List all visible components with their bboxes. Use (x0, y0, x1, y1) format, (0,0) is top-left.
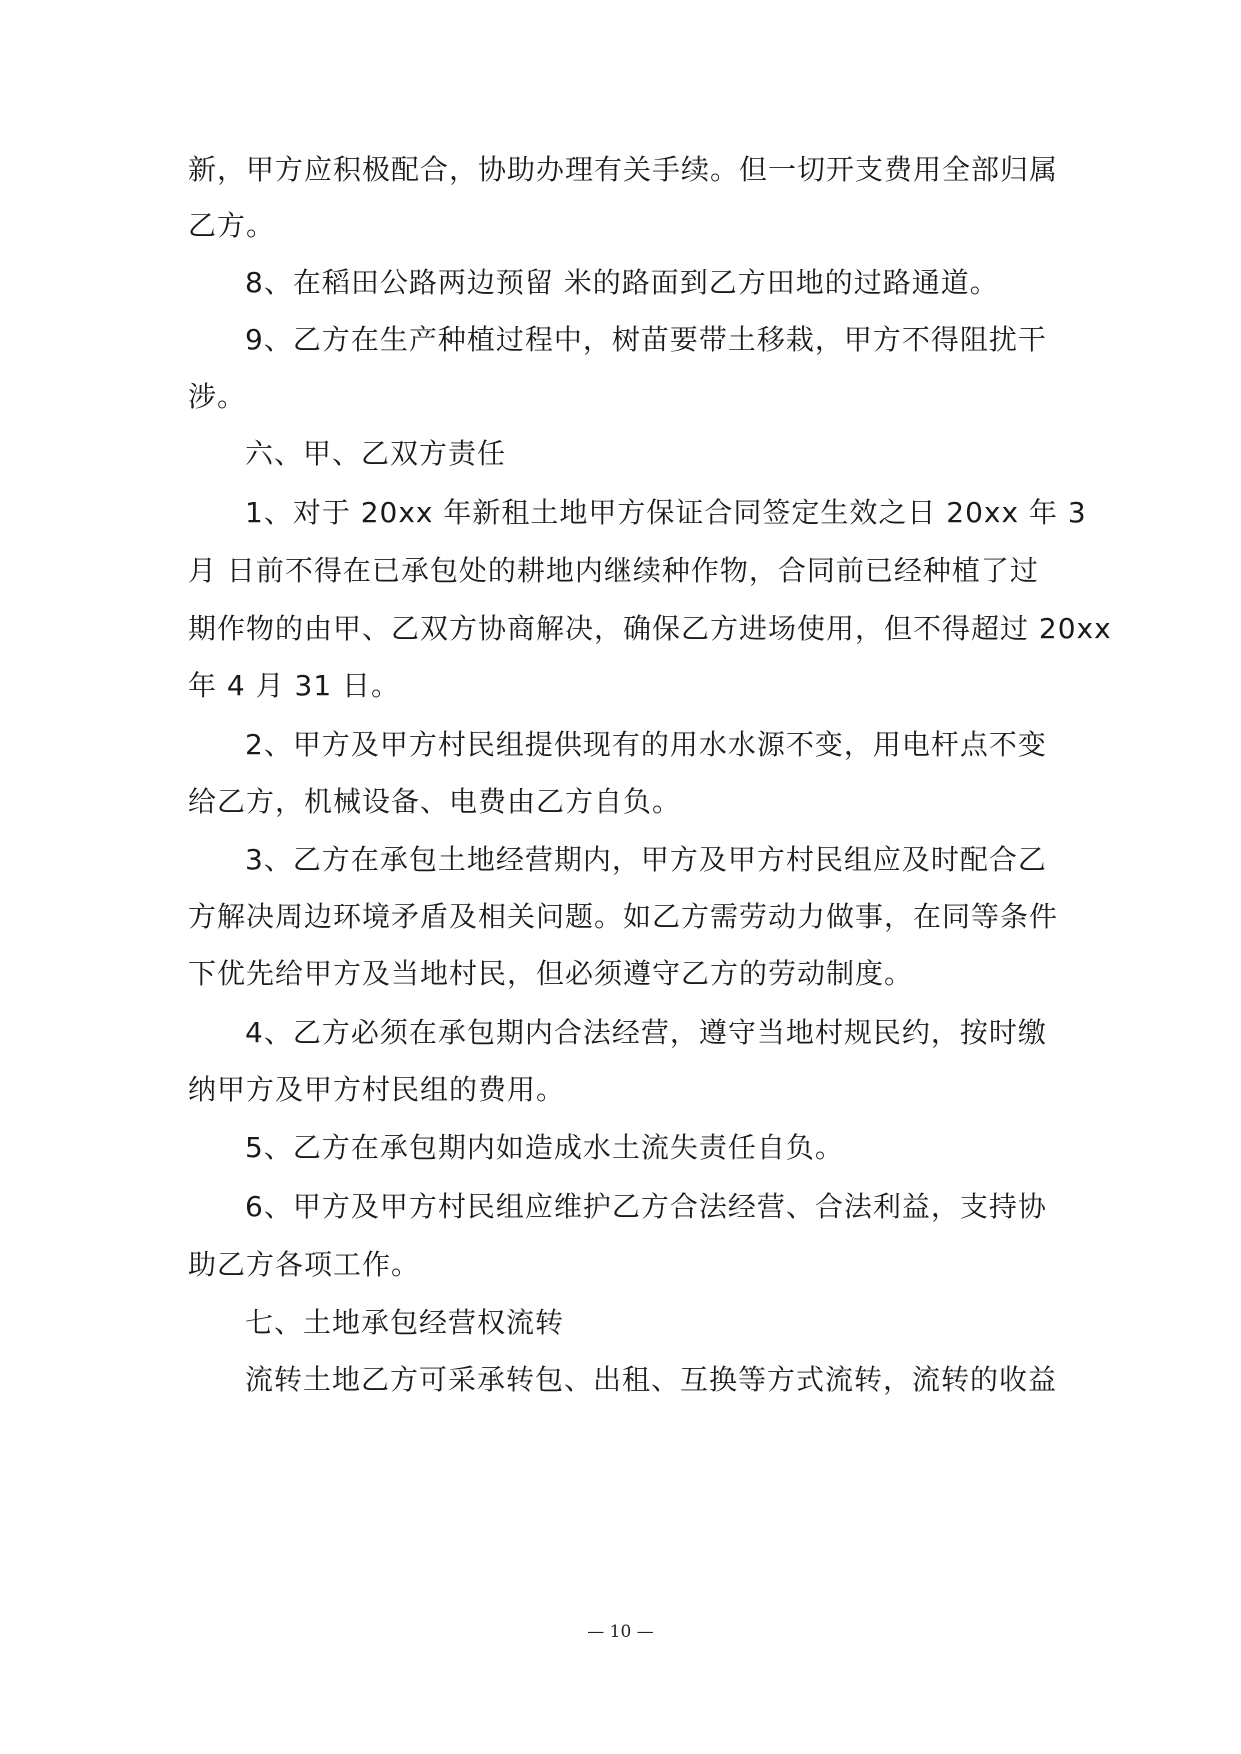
text-line: 9、乙方在生产种植过程中，树苗要带土移栽，甲方不得阻扰干 (245, 323, 1047, 356)
section-heading: 六、甲、乙双方责任 (245, 437, 507, 470)
text-line: 新，甲方应积极配合，协助办理有关手续。但一切开支费用全部归属 (188, 153, 1059, 186)
page-number: — 10 — (587, 1622, 654, 1642)
text-line: 期作物的由甲、乙双方协商解决，确保乙方进场使用，但不得超过 20xx (188, 612, 1112, 645)
text-line: 涉。 (188, 380, 247, 413)
text-line: 给乙方，机械设备、电费由乙方自负。 (188, 785, 682, 818)
text-line: 3、乙方在承包土地经营期内，甲方及甲方村民组应及时配合乙 (245, 843, 1047, 876)
text-line: 方解决周边环境矛盾及相关问题。如乙方需劳动力做事，在同等条件 (188, 900, 1059, 933)
text-line: 年 4 月 31 日。 (188, 669, 401, 702)
text-line: 月 日前不得在已承包处的耕地内继续种作物，合同前已经种植了过 (188, 554, 1039, 587)
text-line: 乙方。 (188, 209, 276, 242)
text-line: 1、对于 20xx 年新租土地甲方保证合同签定生效之日 20xx 年 3 (245, 496, 1087, 529)
text-line: 2、甲方及甲方村民组提供现有的用水水源不变，用电杆点不变 (245, 728, 1047, 761)
text-line: 8、在稻田公路两边预留 米的路面到乙方田地的过路通道。 (245, 266, 999, 299)
text-line: 助乙方各项工作。 (188, 1248, 421, 1281)
text-line: 纳甲方及甲方村民组的费用。 (188, 1073, 566, 1106)
text-line: 流转土地乙方可采承转包、出租、互换等方式流转，流转的收益 (245, 1363, 1058, 1396)
text-line: 4、乙方必须在承包期内合法经营，遵守当地村规民约，按时缴 (245, 1016, 1047, 1049)
text-line: 下优先给甲方及当地村民，但必须遵守乙方的劳动制度。 (188, 957, 914, 990)
section-heading: 七、土地承包经营权流转 (245, 1306, 565, 1339)
text-line: 6、甲方及甲方村民组应维护乙方合法经营、合法利益，支持协 (245, 1190, 1047, 1223)
text-line: 5、乙方在承包期内如造成水土流失责任自负。 (245, 1131, 844, 1164)
